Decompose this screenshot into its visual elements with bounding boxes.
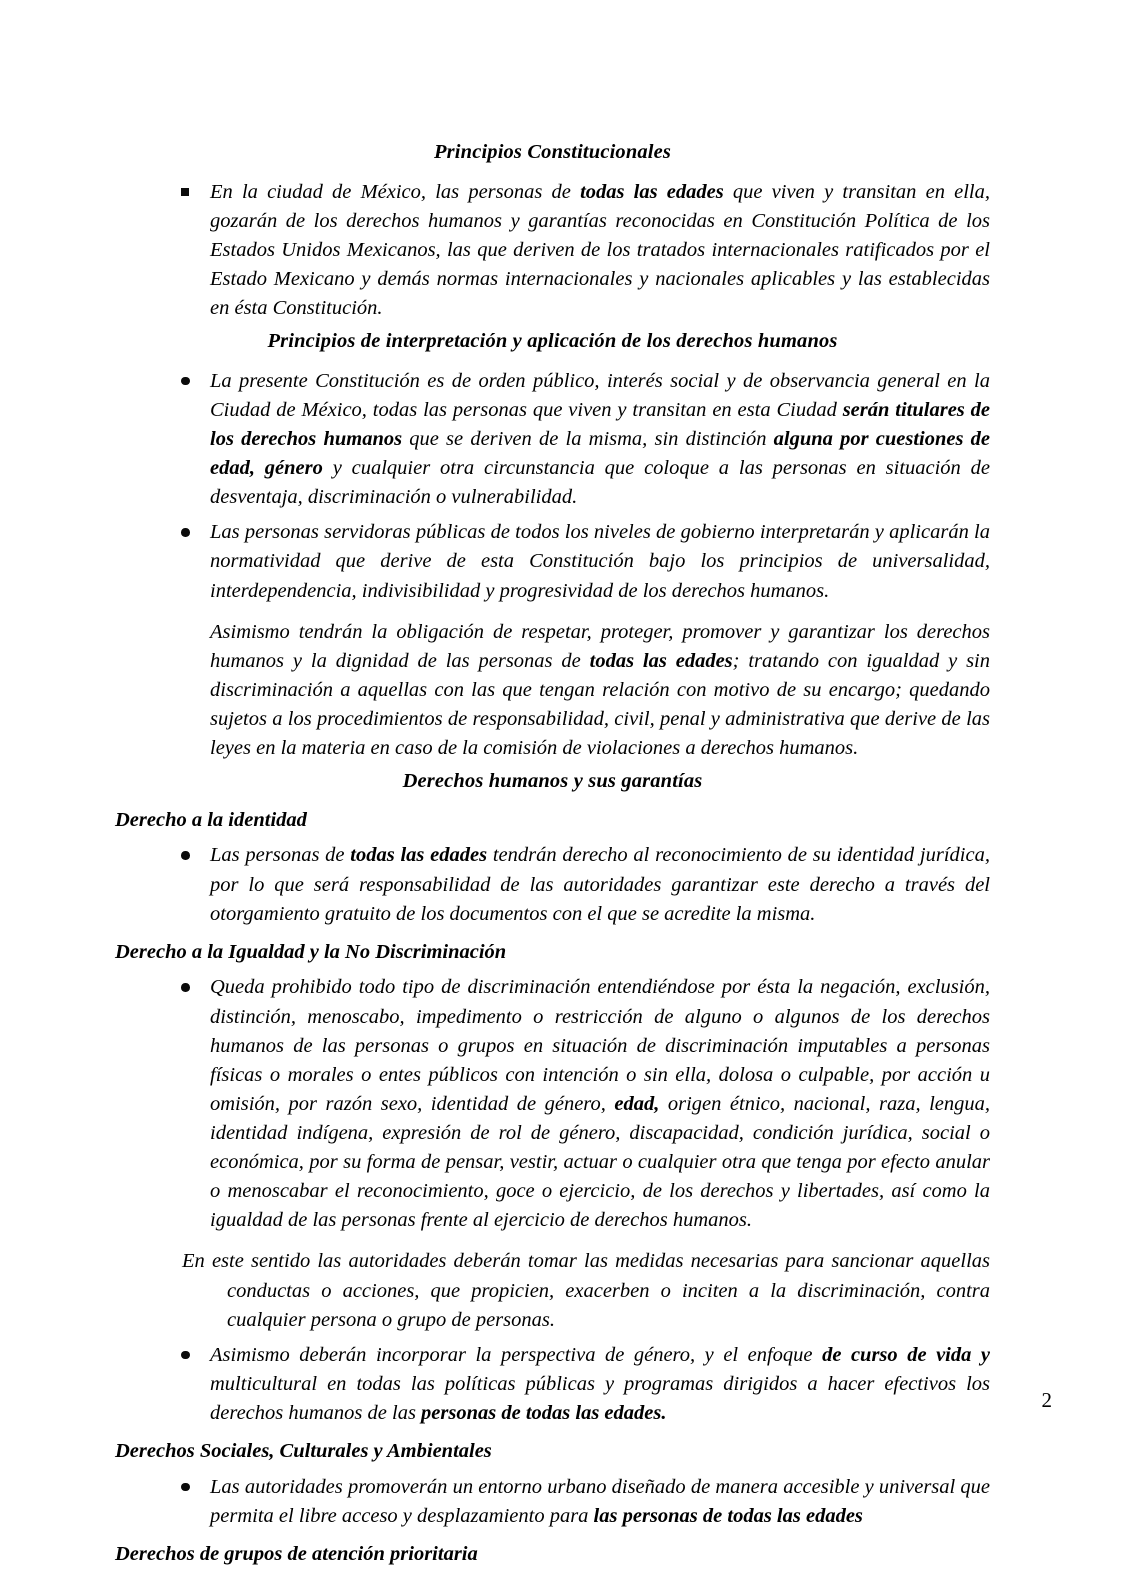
bullet-identidad-juridica: Las personas de todas las edades tendrán derecho al reconocimiento de su identidad jurídica, por lo que será responsabilidad de las autoridades garantizar este derecho a través del otorgamiento gratuito de los documentos con el que se acredite la misma. [210,844,990,925]
bullet-ciudad-de-mexico: En la ciudad de México, las personas de todas las edades que viven y transitan en ella, gozarán de los derechos humanos y garantías reconocidas en Constitución Política de los Estados Unidos Mexicanos, las que deriven de los tratados internacionales ratificados por el Estado Mexicano y demás normas internacionales y nacionales aplicables y las establecidas en ésta Constitución. [210,180,990,320]
list-item [115,841,990,928]
derechos-grupos-atencion-prioritaria: Derechos de grupos de atención prioritaria [115,1542,478,1565]
list-item [115,518,990,605]
list-item [115,973,990,1235]
bullet-entorno-urbano-accesible: Las autoridades promoverán un entorno urbano diseñado de manera accesible y universal que permita el libre acceso y desplazamiento para las personas de todas las edades [210,1475,990,1527]
emphasis-text: todas las edades [589,649,733,672]
emphasis-text: las personas de todas las edades [593,1504,863,1527]
bullet-perspectiva-de-genero: Asimismo deberán incorporar la perspectiva de género, y el enfoque de curso de vida y multicultural en todas las políticas públicas y programas dirigidos a hacer efectivos los derechos humanos de las personas de todas las edades. [210,1343,991,1424]
derecho-a-la-identidad: Derecho a la identidad [115,808,307,831]
emphasis-text: de curso de vida y [822,1343,991,1366]
derechos-sociales-culturales-ambientales: Derechos Sociales, Culturales y Ambientales [115,1440,492,1463]
bullet-presente-constitucion: La presente Constitución es de orden público, interés social y de observancia general en la Ciudad de México, todas las personas que viven y transitan en esta Ciudad serán titulares de los derechos humanos que se deriven de la misma, sin distinción alguna por cuestiones de edad, género y cualquier otra circunstancia que coloque a las personas en situación de desventaja, discriminación o vulnerabilidad. [210,369,991,509]
bullet-round-icon [181,1351,190,1360]
bullet-round-icon [181,528,190,537]
list-item [115,1473,990,1531]
emphasis-text: serán titulares de los derechos humanos [210,398,991,451]
derechos-humanos-garantias: Derechos humanos y sus garantías [402,770,703,793]
bullet-round-icon [181,377,190,386]
principios-interpretacion: Principios de interpretación y aplicación de los derechos humanos [267,330,838,353]
list-item [115,367,990,513]
list-item [115,1341,990,1428]
bullet-round-icon [181,851,190,860]
paragraph-asimismo-obligacion: Asimismo tendrán la obligación de respetar, proteger, promover y garantizar los derechos humanos y la dignidad de las personas de todas las edades; tratando con igualdad y sin discriminación a aquellas con las que tengan relación con motivo de su encargo; quedando sujetos a los procedimientos de responsabilidad, civil, penal y administrativa que derive de las leyes en la materia en caso de la comisión de violaciones a derechos humanos. [210,620,990,760]
emphasis-text: edad, [614,1092,660,1115]
page-number: 2 [1041,1388,1052,1412]
emphasis-text: personas de todas las edades. [421,1401,667,1424]
emphasis-text: todas las edades [350,844,488,867]
bullet-round-icon [181,1483,190,1492]
principios-constitucionales: Principios Constitucionales [434,141,671,163]
bullet-queda-prohibido-discriminacion: Queda prohibido todo tipo de discriminación entendiéndose por ésta la negación, exclusión, distinción, menoscabo, impedimento o restricción de alguno o algunos de los derechos humanos de las personas o grupos en situación de discriminación imputables a personas físicas o morales o entes públicos con intención o sin ella, dolosa o culpable, por acción u omisión, por razón sexo, identidad de género, edad, origen étnico, nacional, raza, lengua, identidad indígena, expresión de rol de género, discapacidad, condición jurídica, social o económica, por su forma de pensar, vestir, actuar o cualquier otra que tenga por efecto anular o menoscabar el reconocimiento, goce o ejercicio, de los derechos y libertades, así como la igualdad de las personas frente al ejercicio de derechos humanos. [210,976,990,1232]
derecho-igualdad-no-discriminacion: Derecho a la Igualdad y la No Discriminación [115,940,507,963]
emphasis-text: todas las edades [580,180,724,203]
paragraph-en-este-sentido: En este sentido las autoridades deberán tomar las medidas necesarias para sancionar aquellas conductas o acciones, que propicien, exacerben o inciten a la discriminación, contra cualquier persona o grupo de personas. [182,1250,990,1331]
emphasis-text: alguna por cuestiones de edad, género [210,428,990,480]
bullet-round-icon [181,983,190,992]
bullet-personas-servidoras-publicas: Las personas servidoras públicas de todos los niveles de gobierno interpretarán y aplicarán la normatividad que derive de esta Constitución bajo los principios de universalidad, interdependencia, indivisibilidad y progresividad de los derechos humanos. [210,521,990,602]
bullet-square-icon [181,188,189,196]
document-body [115,140,990,1576]
list-item [115,178,990,324]
